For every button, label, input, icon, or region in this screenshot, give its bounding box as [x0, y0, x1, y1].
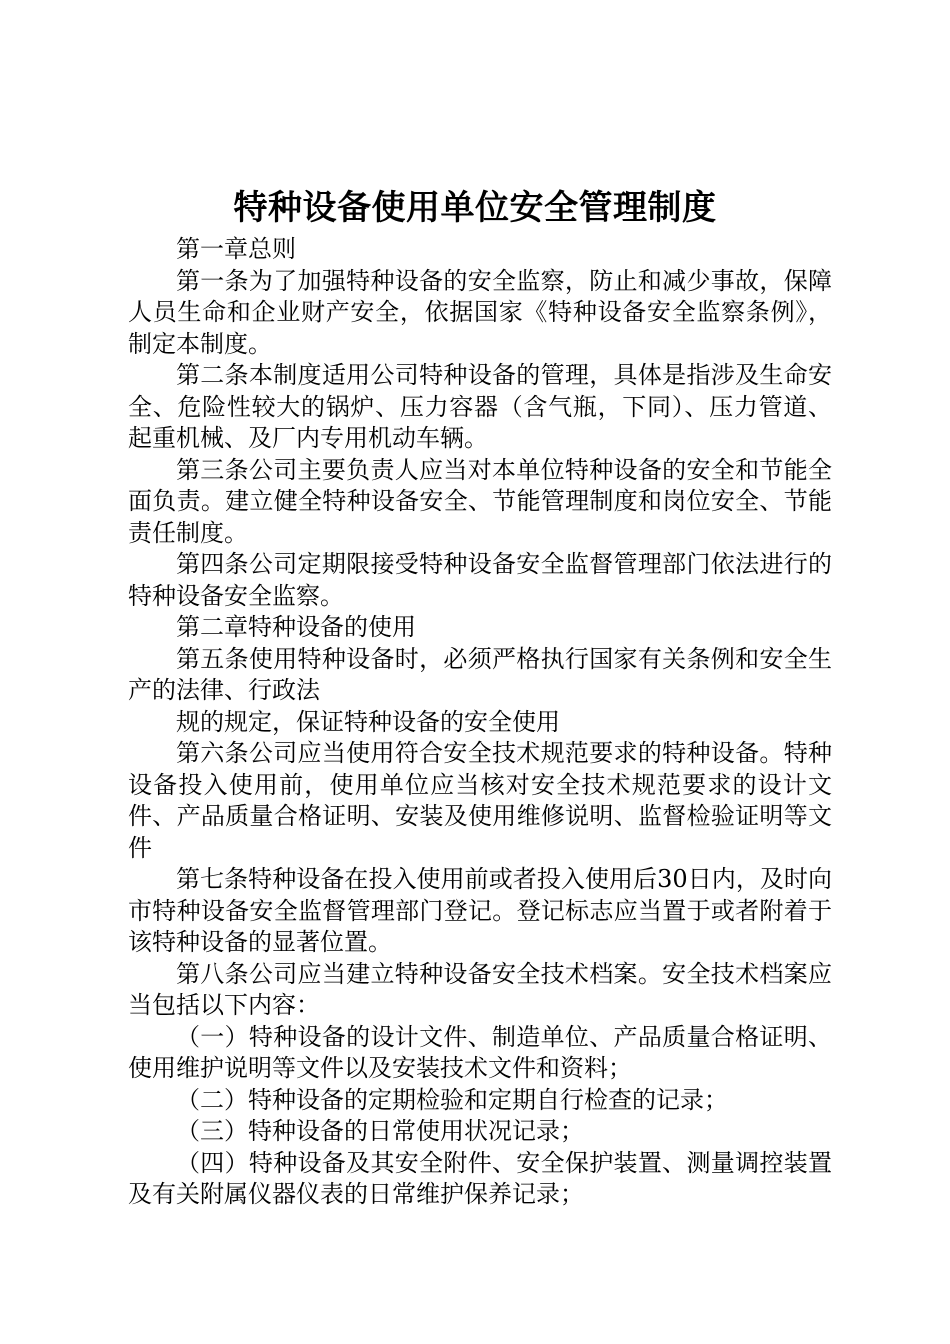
- chapter-heading: 第一章总则: [176, 235, 296, 263]
- list-item: （四）特种设备及其安全附件、安全保护装置、测量调控装置及有关附属仪器仪表的日常维护保养记录；: [128, 1148, 832, 1208]
- article-paragraph: 第二条本制度适用公司特种设备的管理，具体是指涉及生命安全、危险性较大的锅炉、压力容器（含气瓶，下同）、压力管道、起重机械、及厂内专用机动车辆。: [128, 361, 832, 452]
- document-body: [128, 234, 832, 1211]
- chapter-heading: 第二章特种设备的使用: [176, 613, 416, 641]
- list-item: （三）特种设备的日常使用状况记录；: [176, 1117, 584, 1145]
- document-title: 特种设备使用单位安全管理制度: [233, 188, 717, 228]
- article-paragraph: 第四条公司定期限接受特种设备安全监督管理部门依法进行的特种设备安全监察。: [128, 550, 832, 610]
- article-paragraph: 第三条公司主要负责人应当对本单位特种设备的安全和节能全面负责。建立健全特种设备安全、节能管理制度和岗位安全、节能责任制度。: [128, 455, 832, 547]
- list-item: （一）特种设备的设计文件、制造单位、产品质量合格证明、使用维护说明等文件以及安装技术文件和资料；: [128, 1022, 832, 1082]
- article-paragraph: 第八条公司应当建立特种设备安全技术档案。安全技术档案应当包括以下内容：: [128, 959, 832, 1019]
- article-paragraph-continued: 规的规定，保证特种设备的安全使用: [176, 707, 560, 736]
- article-paragraph: 第一条为了加强特种设备的安全监察，防止和减少事故，保障人员生命和企业财产安全，依据国家《特种设备安全监察条例》，制定本制度。: [128, 266, 832, 358]
- article-paragraph: 第七条特种设备在投入使用前或者投入使用后30日内，及时向市特种设备安全监督管理部门登记。登记标志应当置于或者附着于该特种设备的显著位置。: [128, 865, 832, 956]
- article-paragraph: 第六条公司应当使用符合安全技术规范要求的特种设备。特种设备投入使用前，使用单位应当核对安全技术规范要求的设计文件、产品质量合格证明、安装及使用维修说明、监督检验证明等文件: [128, 739, 832, 862]
- list-item: （二）特种设备的定期检验和定期自行检查的记录；: [176, 1085, 728, 1114]
- article-paragraph: 第五条使用特种设备时，必须严格执行国家有关条例和安全生产的法律、行政法: [128, 644, 832, 704]
